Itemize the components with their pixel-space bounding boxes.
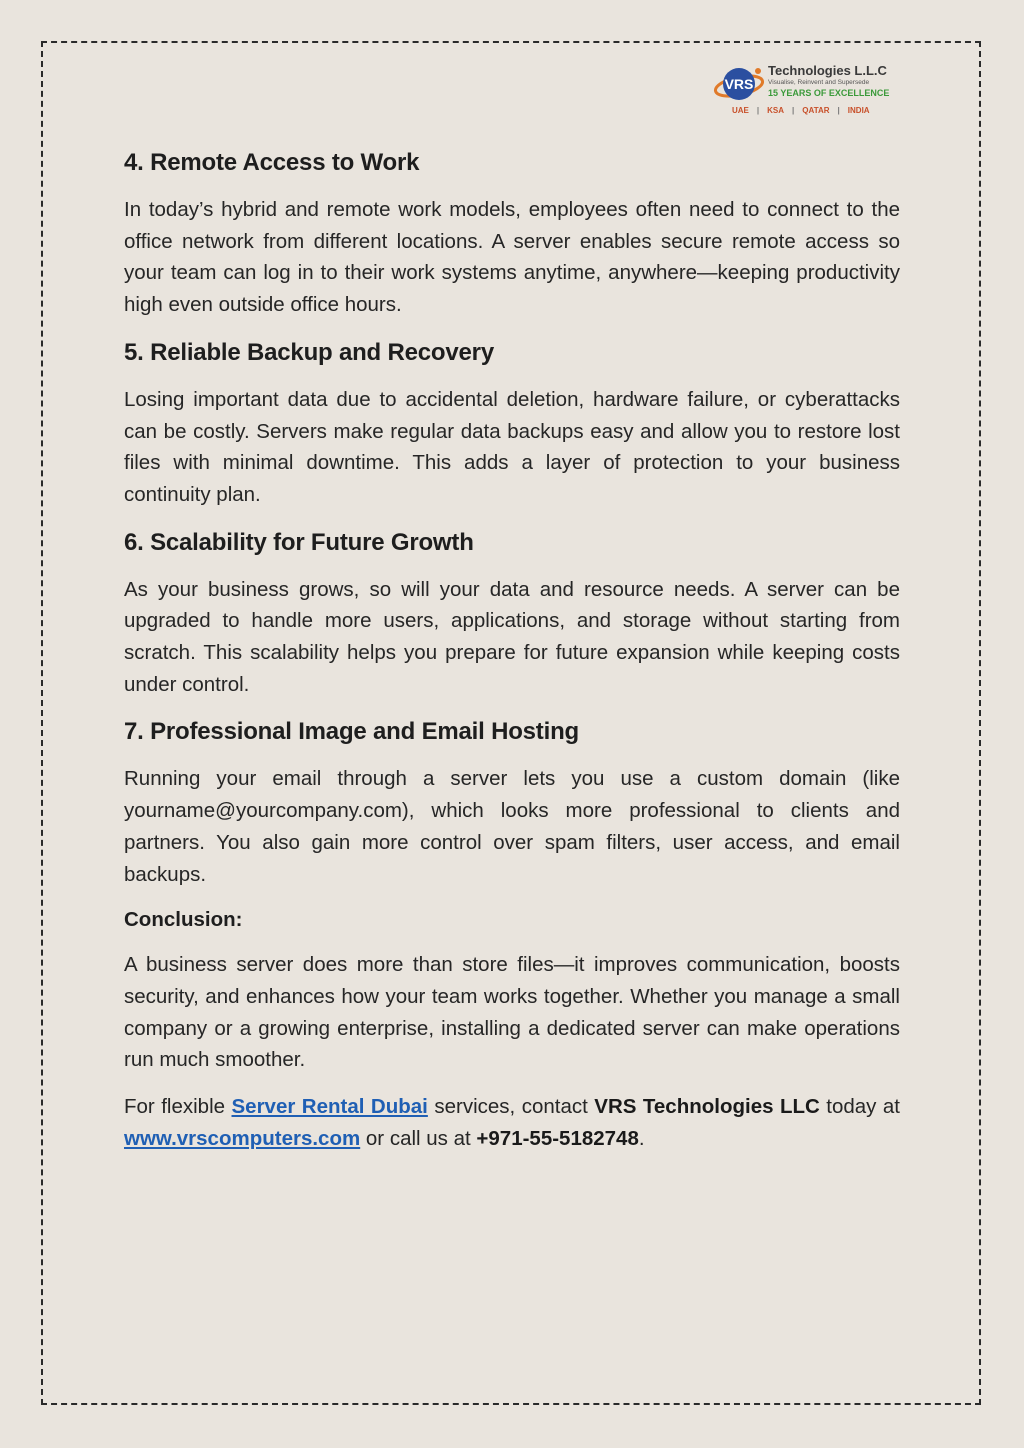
section-heading: 6. Scalability for Future Growth	[124, 528, 474, 556]
logo-tagline: Visualise, Reinvent and Supersede	[768, 79, 870, 86]
cta-prefix: For flexible	[124, 1095, 232, 1119]
conclusion-heading: Conclusion:	[124, 908, 243, 932]
region-ksa: KSA	[767, 106, 785, 115]
region-separator: |	[837, 106, 840, 115]
logo-company-name: Technologies L.L.C	[768, 63, 887, 78]
server-rental-dubai-link[interactable]: Server Rental Dubai	[231, 1095, 428, 1119]
call-to-action	[124, 1091, 900, 1154]
section-heading: 4. Remote Access to Work	[124, 149, 420, 176]
website-link[interactable]: www.vrscomputers.com	[124, 1126, 361, 1150]
section-body: As your business grows, so will your data and resource needs. A server can be upgraded to handle more users, applications, and storage without starting from scratch. This scalability helps you prepare for future expansion while keeping costs under control.	[124, 577, 900, 696]
vrs-logo-icon	[712, 62, 766, 106]
document-content	[124, 146, 900, 1169]
logo-years: 15 YEARS OF EXCELLENCE	[768, 88, 890, 98]
section-body: Losing important data due to accidental deletion, hardware failure, or cyberattacks can be costly. Servers make regular data backups easy and allow you to restore lost files with minimal downtime. This adds a layer of protection to your business continuity plan.	[124, 387, 900, 506]
cta-phone-number: +971-55-5182748	[476, 1126, 639, 1150]
cta-call-text: or call us at	[360, 1126, 477, 1150]
section-body: In today’s hybrid and remote work models, employees often need to connect to the office network from different locations. A server enables secure remote access so your team can log in to their work systems anytime, anywhere—keeping productivity high even outside office hours.	[124, 198, 900, 317]
region-uae: UAE	[732, 106, 749, 115]
section-email-hosting	[124, 715, 900, 890]
cta-company-name: VRS Technologies LLC	[594, 1095, 820, 1119]
cta-after-company: today at	[819, 1095, 900, 1119]
section-conclusion	[124, 905, 900, 1076]
cta-middle: services, contact	[427, 1095, 595, 1119]
section-heading: 7. Professional Image and Email Hosting	[124, 718, 579, 746]
company-logo	[712, 60, 902, 120]
region-separator: |	[756, 106, 760, 115]
logo-regions	[732, 106, 870, 115]
section-heading: 5. Reliable Backup and Recovery	[124, 338, 494, 366]
section-body: Running your email through a server lets you use a custom domain (like yourname@yourcompany.com), which looks more professional to clients and partners. You also gain more control over spam filters, user access, and email backups.	[124, 767, 900, 886]
region-qatar: QATAR	[802, 106, 830, 115]
logo-mark-text: VRS	[724, 76, 754, 92]
section-remote-access	[124, 146, 900, 321]
section-backup-recovery	[124, 336, 900, 511]
conclusion-body: A business server does more than store files—it improves communication, boosts security, and enhances how your team works together. Whether you manage a small company or a growing enterprise, installing a dedicated server can make operations run much smoother.	[124, 953, 900, 1072]
cta-end: .	[638, 1126, 645, 1150]
region-india: INDIA	[847, 106, 870, 115]
section-scalability	[124, 526, 900, 701]
region-separator: |	[792, 106, 795, 115]
